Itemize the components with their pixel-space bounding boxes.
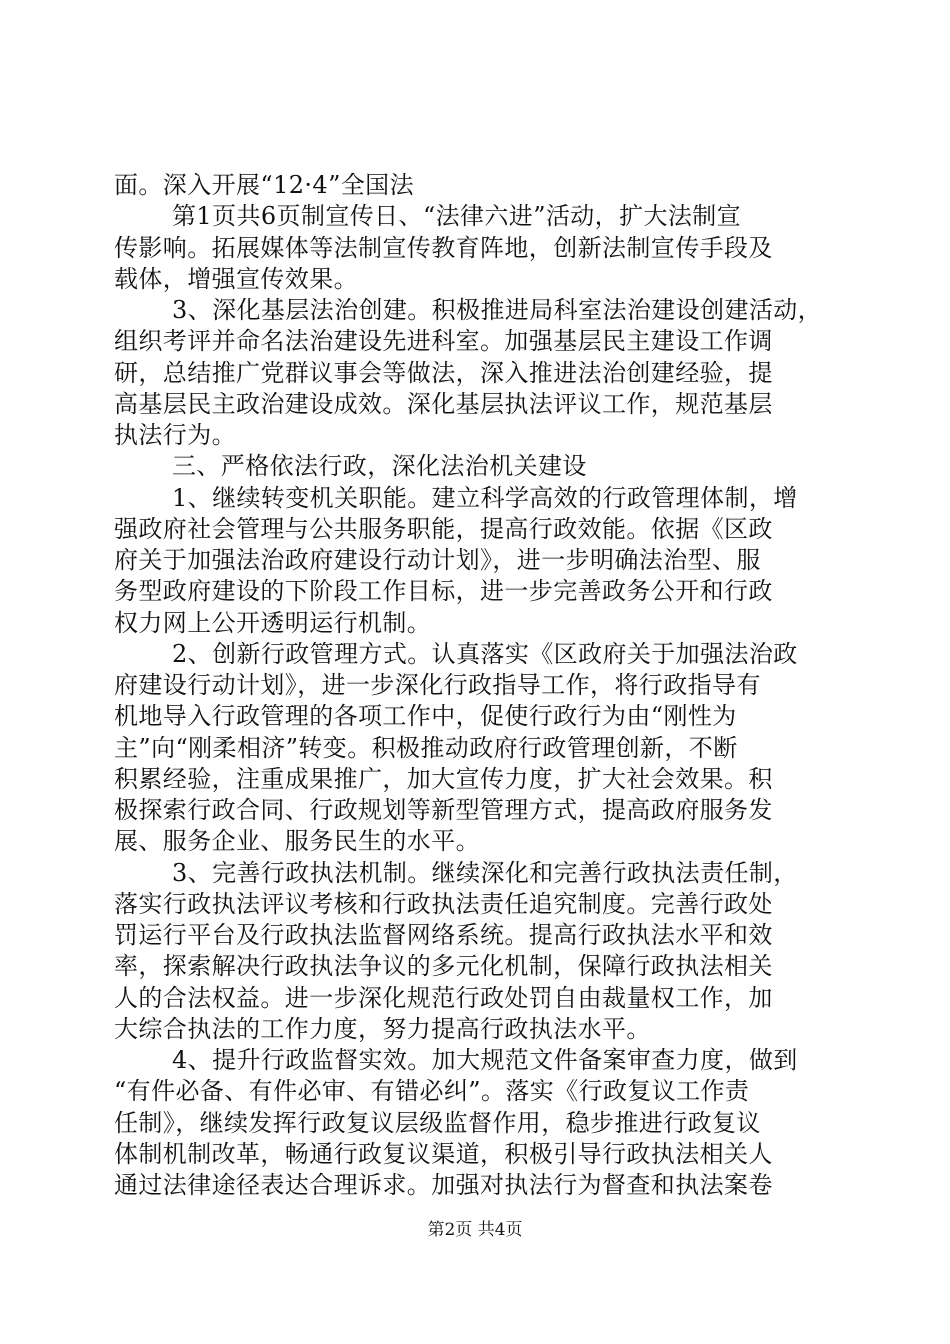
text-line: “有件必备、有件必审、有错必纠”。落实《行政复议工作责 bbox=[114, 1077, 750, 1106]
text-line: 落实行政执法评议考核和行政执法责任追究制度。完善行政处 bbox=[114, 889, 773, 918]
text-line: 人的合法权益。进一步深化规范行政处罚自由裁量权工作，加 bbox=[114, 983, 773, 1012]
text-line: 务型政府建设的下阶段工作目标，进一步完善政务公开和行政 bbox=[114, 577, 773, 606]
text-line: 三、严格依法行政，深化法治机关建设 bbox=[172, 452, 587, 481]
text-line: 2、创新行政管理方式。认真落实《区政府关于加强法治政 bbox=[172, 639, 798, 668]
text-line: 积累经验，注重成果推广，加大宣传力度，扩大社会效果。积 bbox=[114, 764, 773, 793]
text-line: 展、服务企业、服务民生的水平。 bbox=[114, 827, 480, 856]
page-footer: 第2页 共4页 bbox=[427, 1220, 523, 1240]
text-line: 3、深化基层法治创建。积极推进局科室法治建设创建活动， bbox=[172, 296, 823, 324]
document-body bbox=[114, 170, 844, 1201]
text-line: 府建设行动计划》，进一步深化行政指导工作，将行政指导有 bbox=[114, 671, 761, 699]
text-line: 组织考评并命名法治建设先进科室。加强基层民主建设工作调 bbox=[114, 327, 773, 356]
text-line: 体制机制改革，畅通行政复议渠道，积极引导行政执法相关人 bbox=[114, 1139, 773, 1168]
text-line: 极探索行政合同、行政规划等新型管理方式，提高政府服务发 bbox=[114, 796, 773, 824]
text-line: 高基层民主政治建设成效。深化基层执法评议工作，规范基层 bbox=[114, 389, 773, 418]
text-line: 主”向“刚柔相济”转变。积极推动政府行政管理创新，不断 bbox=[114, 733, 738, 762]
text-line: 机地导入行政管理的各项工作中，促使行政行为由“刚性为 bbox=[114, 702, 737, 731]
text-line: 罚运行平台及行政执法监督网络系统。提高行政执法水平和效 bbox=[114, 921, 773, 949]
text-line: 府关于加强法治政府建设行动计划》，进一步明确法治型、服 bbox=[114, 546, 761, 574]
text-line: 第1页共6页制宣传日、“法律六进”活动，扩大法制宣 bbox=[172, 202, 742, 231]
text-line: 载体，增强宣传效果。 bbox=[114, 264, 358, 293]
text-line: 面。深入开展“12·4”全国法 bbox=[114, 171, 414, 199]
text-line: 3、完善行政执法机制。继续深化和完善行政执法责任制， bbox=[172, 858, 798, 887]
text-line: 权力网上公开透明运行机制。 bbox=[114, 608, 432, 637]
text-line: 率，探索解决行政执法争议的多元化机制，保障行政执法相关 bbox=[114, 952, 773, 981]
text-line: 执法行为。 bbox=[114, 421, 236, 449]
text-line: 任制》，继续发挥行政复议层级监督作用，稳步推进行政复议 bbox=[114, 1108, 761, 1137]
text-line: 研，总结推广党群议事会等做法，深入推进法治创建经验，提 bbox=[114, 358, 773, 387]
text-line: 传影响。拓展媒体等法制宣传教育阵地，创新法制宣传手段及 bbox=[114, 233, 773, 262]
text-line: 通过法律途径表达合理诉求。加强对执法行为督查和执法案卷 bbox=[114, 1171, 773, 1199]
text-line: 大综合执法的工作力度，努力提高行政执法水平。 bbox=[114, 1014, 651, 1043]
text-line: 强政府社会管理与公共服务职能，提高行政效能。依据《区政 bbox=[114, 514, 773, 543]
text-line: 1、继续转变机关职能。建立科学高效的行政管理体制，增 bbox=[172, 483, 798, 512]
text-line: 4、提升行政监督实效。加大规范文件备案审查力度，做到 bbox=[172, 1046, 798, 1074]
